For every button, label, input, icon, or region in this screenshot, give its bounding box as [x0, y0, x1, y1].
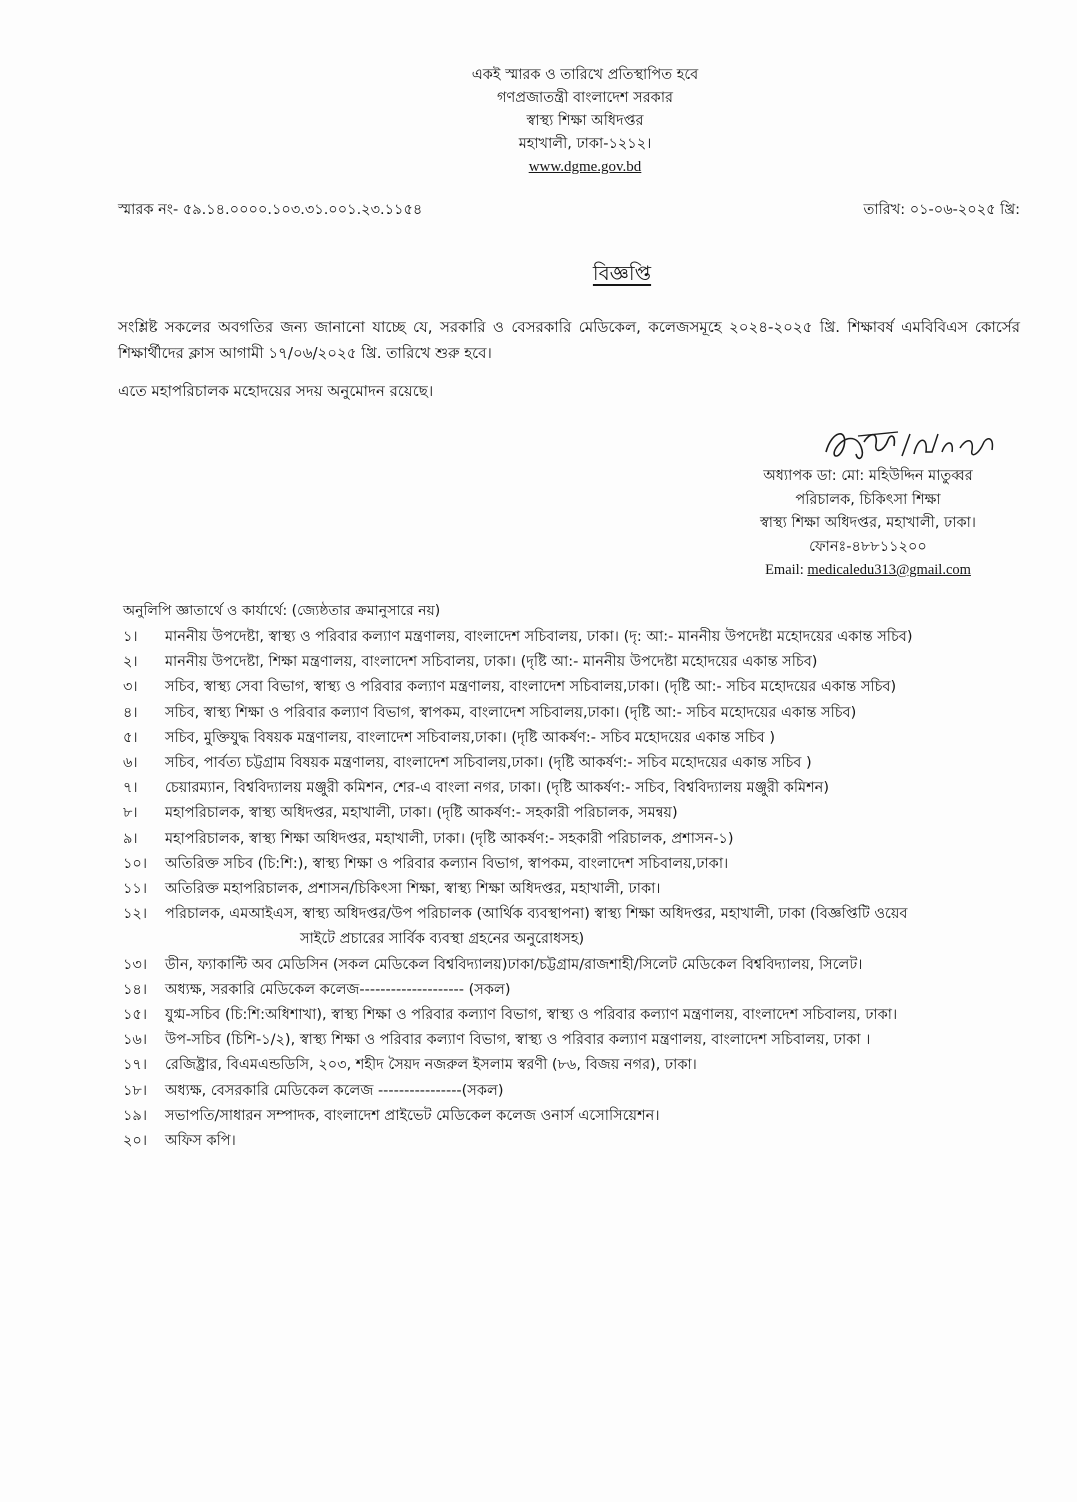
item-text: মহাপরিচালক, স্বাস্থ্য শিক্ষা অধিদপ্তর, মহাখালী, ঢাকা। (দৃষ্টি আকর্ষণ:- সহকারী পরিচালক, প্রশাসন-১)	[165, 830, 734, 847]
item-text: অতিরিক্ত সচিব (চি:শি:), স্বাস্থ্য শিক্ষা ও পরিবার কল্যান বিভাগ, স্বাপকম, বাংলাদেশ সচিবালয়,ঢাকা।	[165, 855, 729, 872]
item-text: সচিব, স্বাস্থ্য সেবা বিভাগ, স্বাস্থ্য ও পরিবার কল্যাণ মন্ত্রণালয়, বাংলাদেশ সচিবালয়,ঢাকা। (দৃষ্টি আ:- সচিব মহোদয়ের একান্ত সচিব)	[165, 679, 897, 696]
item-text: অধ্যক্ষ, বেসরকারি মেডিকেল কলেজ ----------------(সকল)	[165, 1082, 504, 1099]
memo-line	[118, 199, 1020, 221]
memo-date: তারিখ: ০১-০৬-২০২৫ খ্রি:	[863, 202, 1020, 218]
list-item	[123, 726, 1068, 751]
item-text: উপ-সচিব (চিশি-১/২), স্বাস্থ্য শিক্ষা ও পরিবার কল্যাণ বিভাগ, স্বাস্থ্য ও পরিবার কল্যাণ মন্ত্রণালয়, বাংলাদেশ সচিবালয়, ঢাকা ।	[165, 1032, 871, 1049]
item-number: ২০।	[123, 1133, 148, 1150]
item-number: ৩।	[123, 679, 138, 696]
item-text: অধ্যক্ষ, সরকারি মেডিকেল কলেজ-------------------- (সকল)	[165, 981, 511, 998]
item-text: অফিস কপি।	[165, 1133, 236, 1150]
item-text: সচিব, মুক্তিযুদ্ধ বিষয়ক মন্ত্রণালয়, বাংলাদেশ সচিবালয়,ঢাকা। (দৃষ্টি আকর্ষণ:- সচিব মহোদয়ের একান্ত সচিব )	[165, 729, 776, 746]
item-text: যুগ্ম-সচিব (চি:শি:অধিশাখা), স্বাস্থ্য শিক্ষা ও পরিবার কল্যাণ বিভাগ, স্বাস্থ্য ও পরিবার কল্যাণ মন্ত্রণালয়, বাংলাদেশ সচিবালয়, ঢাকা।	[165, 1007, 898, 1024]
item-text: সভাপতি/সাধারন সম্পাদক, বাংলাদেশ প্রাইভেট মেডিকেল কলেজ ওনার্স এসোসিয়েশন।	[165, 1107, 660, 1124]
item-number: ১৫।	[123, 1007, 148, 1024]
list-item	[123, 1003, 1068, 1028]
email-label: Email:	[765, 562, 804, 578]
item-number: ৪।	[123, 704, 138, 721]
list-item	[123, 650, 1068, 675]
signatory-designation: পরিচালক, চিকিৎসা শিক্ষা	[795, 491, 941, 508]
item-text: চেয়ারম্যান, বিশ্ববিদ্যালয় মঞ্জুরী কমিশন, শের-এ বাংলা নগর, ঢাকা। (দৃষ্টি আকর্ষণ:- সচিব, বিশ্ববিদ্যালয় মঞ্জুরী কমিশন)	[165, 780, 829, 797]
item-number: ১৭।	[123, 1057, 148, 1074]
item-number: ১২।	[123, 906, 148, 923]
office-name: স্বাস্থ্য শিক্ষা অধিদপ্তর	[526, 113, 644, 129]
notice-body: সংশ্লিষ্ট সকলের অবগতির জন্য জানানো যাচ্ছে যে, সরকারি ও বেসরকারি মেডিকেল, কলেজসমূহে ২০২৪-২০২৫ খ্রি. শিক্ষাবর্ষ এমবিবিএস কোর্সের শিক্ষার্থীদের ক্লাস আগামী ১৭/০৬/২০২৫ খ্রি. তারিখে শুরু হবে।	[118, 318, 1020, 362]
item-number: ৭।	[123, 780, 138, 797]
signatory-office: স্বাস্থ্য শিক্ষা অধিদপ্তর, মহাখালী, ঢাকা।	[759, 515, 976, 531]
item-number: ১৩।	[123, 956, 148, 973]
item-number: ২।	[123, 654, 138, 671]
item-number: ১৬।	[123, 1032, 148, 1049]
notice-title: বিজ্ঞপ্তি	[592, 261, 652, 285]
government-name: গণপ্রজাতন্ত্রী বাংলাদেশ সরকার	[496, 90, 673, 106]
item-number: ৯।	[123, 830, 138, 847]
copy-recipients-list	[123, 625, 1068, 1154]
item-text: সচিব, স্বাস্থ্য শিক্ষা ও পরিবার কল্যাণ বিভাগ, স্বাপকম, বাংলাদেশ সচিবালয়,ঢাকা। (দৃষ্টি আ:- সচিব মহোদয়ের একান্ত সচিব)	[165, 704, 857, 721]
item-number: ১১।	[123, 881, 148, 898]
item-text: ডীন, ফ্যাকাল্টি অব মেডিসিন (সকল মেডিকেল বিশ্ববিদ্যালয়)ঢাকা/চট্টগ্রাম/রাজশাহী/সিলেট মেডিকেল বিশ্ববিদ্যালয়, সিলেট।	[165, 956, 863, 973]
list-item	[123, 827, 1068, 852]
list-item	[123, 978, 1068, 1003]
item-text: মহাপরিচালক, স্বাস্থ্য অধিদপ্তর, মহাখালী, ঢাকা। (দৃষ্টি আকর্ষণ:- সহকারী পরিচালক, সমন্বয়)	[165, 805, 678, 822]
list-item	[123, 1079, 1068, 1104]
list-item	[123, 877, 1068, 902]
signatory-name: অধ্যাপক ডা: মো: মহিউদ্দিন মাতুব্বর	[763, 468, 973, 484]
item-number: ১।	[123, 629, 138, 645]
item-number: ১৯।	[123, 1107, 148, 1124]
item-text: মাননীয় উপদেষ্টা, শিক্ষা মন্ত্রণালয়, বাংলাদেশ সচিবালয়, ঢাকা। (দৃষ্টি আ:- মাননীয় উপদেষ্টা মহোদয়ের একান্ত সচিব)	[165, 654, 818, 671]
list-item	[123, 1028, 1068, 1053]
list-item	[123, 701, 1068, 726]
item-text: রেজিষ্ট্রার, বিএমএন্ডডিসি, ২০৩, শহীদ সৈয়দ নজরুল ইসলাম স্বরণী (৮৬, বিজয় নগর), ঢাকা।	[165, 1057, 697, 1074]
list-item	[123, 801, 1068, 826]
list-item	[123, 1104, 1068, 1129]
list-item	[123, 953, 1068, 978]
item-text-continuation: সাইটে প্রচারের সার্বিক ব্যবস্থা গ্রহনের অনুরোধসহ)	[300, 931, 585, 948]
copy-heading: অনুলিপি জ্ঞাতার্থে ও কার্যার্থে: (জ্যেষ্ঠতার ক্রমানুসারে নয়)	[123, 603, 441, 619]
website-link: www.dgme.gov.bd	[528, 159, 642, 175]
item-text: সচিব, পার্বত্য চট্টগ্রাম বিষয়ক মন্ত্রণালয়, বাংলাদেশ সচিবালয়,ঢাকা। (দৃষ্টি আকর্ষণ:- সচিব মহোদয়ের একান্ত সচিব )	[165, 755, 812, 772]
item-number: ৮।	[123, 805, 138, 822]
signature-scribble	[818, 422, 1003, 470]
signatory-block	[718, 465, 1018, 583]
list-item	[123, 625, 1068, 650]
letterhead	[385, 64, 785, 179]
office-address: মহাখালী, ঢাকা-১২১২।	[518, 136, 652, 152]
list-item	[123, 776, 1068, 801]
list-item	[123, 751, 1068, 776]
item-text: অতিরিক্ত মহাপরিচালক, প্রশাসন/চিকিৎসা শিক্ষা, স্বাস্থ্য শিক্ষা অধিদপ্তর, মহাখালী, ঢাকা।	[165, 881, 661, 898]
item-number: ৬।	[123, 755, 138, 772]
item-text: মাননীয় উপদেষ্টা, স্বাস্থ্য ও পরিবার কল্যাণ মন্ত্রণালয়, বাংলাদেশ সচিবালয়, ঢাকা। (দৃ: আ:- মাননীয় উপদেষ্টা মহোদয়ের একান্ত সচিব)	[165, 629, 913, 645]
item-number: ৫।	[123, 729, 138, 746]
item-number: ১৮।	[123, 1082, 148, 1099]
replacement-note: একই স্মারক ও তারিখে প্রতিস্থাপিত হবে	[471, 67, 699, 83]
email-address: medicaledu313@gmail.com	[807, 562, 971, 578]
list-item	[123, 675, 1068, 700]
memo-number: স্মারক নং- ৫৯.১৪.০০০০.১০৩.৩১.০০১.২৩.১১৫৪	[118, 202, 423, 218]
item-number: ১০।	[123, 855, 148, 872]
signatory-email-line	[718, 559, 1018, 583]
list-item	[123, 1129, 1068, 1154]
signatory-phone: ফোনঃ-৪৮৮১১২০০	[809, 538, 927, 555]
list-item	[123, 902, 1068, 927]
list-item	[123, 1053, 1068, 1078]
item-number: ১৪।	[123, 981, 148, 998]
item-text: পরিচালক, এমআইএস, স্বাস্থ্য অধিদপ্তর/উপ পরিচালক (আর্থিক ব্যবস্থাপনা) স্বাস্থ্য শিক্ষা অধিদপ্তর, মহাখালী, ঢাকা (বিজ্ঞপ্তিটি ওয়েব	[165, 906, 908, 923]
approval-line: এতে মহাপরিচালক মহোদয়ের সদয় অনুমোদন রয়েছে।	[118, 382, 434, 400]
list-item	[123, 852, 1068, 877]
